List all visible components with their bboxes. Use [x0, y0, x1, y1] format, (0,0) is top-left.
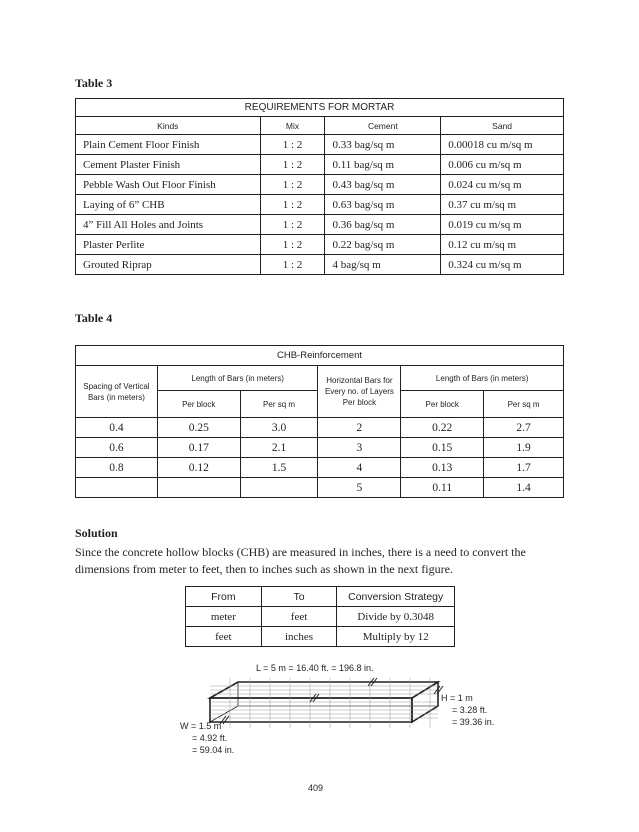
- mortar-requirements-table: [75, 98, 564, 275]
- cement-cell: 0.36 bag/sq m: [325, 215, 441, 235]
- width-line: = 4.92 ft.: [192, 733, 228, 743]
- sand-cell: 0.12 cu m/sq m: [441, 235, 564, 255]
- header-per-block: Per block: [157, 391, 240, 418]
- vertical-per-sqm-cell: 2.1: [240, 438, 318, 458]
- table-row: [76, 458, 564, 478]
- cement-cell: 4 bag/sq m: [325, 255, 441, 275]
- table-row: [76, 438, 564, 458]
- mix-cell: 1 : 2: [260, 255, 325, 275]
- mix-cell: 1 : 2: [260, 235, 325, 255]
- vertical-per-block-cell: 0.12: [157, 458, 240, 478]
- sand-cell: 0.00018 cu m/sq m: [441, 135, 564, 155]
- height-line: H = 1 m: [441, 693, 473, 703]
- table3-caption: Table 3: [75, 76, 113, 90]
- strategy-cell: Multiply by 12: [337, 627, 455, 647]
- table-row: [76, 155, 564, 175]
- spacing-cell: [76, 478, 158, 498]
- header-mix: Mix: [260, 117, 325, 135]
- width-line: W = 1.5 m: [180, 721, 222, 731]
- solution-heading: Solution: [75, 526, 118, 540]
- vertical-per-sqm-cell: 1.5: [240, 458, 318, 478]
- cement-cell: 0.11 bag/sq m: [325, 155, 441, 175]
- table-row: [186, 607, 455, 627]
- header-per-sqm: Per sq m: [484, 391, 564, 418]
- header-strategy: Conversion Strategy: [337, 587, 455, 607]
- table-row: [76, 418, 564, 438]
- header-per-block: Per block: [401, 391, 484, 418]
- header-cement: Cement: [325, 117, 441, 135]
- kind-cell: Plain Cement Floor Finish: [76, 135, 261, 155]
- mix-cell: 1 : 2: [260, 195, 325, 215]
- kind-cell: Cement Plaster Finish: [76, 155, 261, 175]
- vertical-per-block-cell: [157, 478, 240, 498]
- cement-cell: 0.33 bag/sq m: [325, 135, 441, 155]
- table4-caption: Table 4: [75, 311, 113, 325]
- horizontal-per-block-cell: 0.13: [401, 458, 484, 478]
- cement-cell: 0.43 bag/sq m: [325, 175, 441, 195]
- mix-cell: 1 : 2: [260, 175, 325, 195]
- vertical-per-sqm-cell: [240, 478, 318, 498]
- mix-cell: 1 : 2: [260, 215, 325, 235]
- horizontal-per-block-cell: 0.22: [401, 418, 484, 438]
- spacing-cell: 0.4: [76, 418, 158, 438]
- header-sand: Sand: [441, 117, 564, 135]
- layers-cell: 3: [318, 438, 401, 458]
- header-horizontal-bars: Horizontal Bars for Every no. of Layers Per block: [318, 366, 401, 418]
- horizontal-per-sqm-cell: 1.9: [484, 438, 564, 458]
- kind-cell: 4” Fill All Holes and Joints: [76, 215, 261, 235]
- conversion-table: [185, 586, 455, 647]
- chb-reinforcement-table: [75, 345, 564, 498]
- height-label: [441, 692, 494, 728]
- horizontal-per-sqm-cell: 1.7: [484, 458, 564, 478]
- solution-paragraph: Since the concrete hollow blocks (CHB) are measured in inches, there is a need to convert the dimensions from meter to feet, then to inches such as shown in the next figure.: [75, 545, 526, 576]
- horizontal-per-sqm-cell: 1.4: [484, 478, 564, 498]
- horizontal-per-block-cell: 0.11: [401, 478, 484, 498]
- header-to: To: [261, 587, 337, 607]
- sand-cell: 0.37 cu m/sq m: [441, 195, 564, 215]
- header-vertical-length: Length of Bars (in meters): [157, 366, 318, 391]
- kind-cell: Plaster Perlite: [76, 235, 261, 255]
- header-per-sqm: Per sq m: [240, 391, 318, 418]
- header-horizontal-length: Length of Bars (in meters): [401, 366, 564, 391]
- kind-cell: Laying of 6” CHB: [76, 195, 261, 215]
- height-line: = 3.28 ft.: [452, 705, 488, 715]
- cement-cell: 0.22 bag/sq m: [325, 235, 441, 255]
- header-kinds: Kinds: [76, 117, 261, 135]
- horizontal-per-block-cell: 0.15: [401, 438, 484, 458]
- cement-cell: 0.63 bag/sq m: [325, 195, 441, 215]
- table-row: [186, 627, 455, 647]
- spacing-cell: 0.6: [76, 438, 158, 458]
- sand-cell: 0.006 cu m/sq m: [441, 155, 564, 175]
- spacing-cell: 0.8: [76, 458, 158, 478]
- width-label: [180, 720, 234, 756]
- page-number: 409: [308, 783, 324, 793]
- to-cell: inches: [261, 627, 337, 647]
- vertical-per-sqm-cell: 3.0: [240, 418, 318, 438]
- table-row: [76, 478, 564, 498]
- mix-cell: 1 : 2: [260, 135, 325, 155]
- width-line: = 59.04 in.: [192, 745, 235, 755]
- sand-cell: 0.024 cu m/sq m: [441, 175, 564, 195]
- strategy-cell: Divide by 0.3048: [337, 607, 455, 627]
- header-spacing: Spacing of Vertical Bars (in meters): [76, 366, 158, 418]
- header-from: From: [186, 587, 262, 607]
- table-row: [76, 255, 564, 275]
- kind-cell: Pebble Wash Out Floor Finish: [76, 175, 261, 195]
- height-line: = 39.36 in.: [452, 717, 495, 727]
- layers-cell: 5: [318, 478, 401, 498]
- table-row: [76, 135, 564, 155]
- layers-cell: 4: [318, 458, 401, 478]
- table-row: [76, 195, 564, 215]
- length-label: L = 5 m = 16.40 ft. = 196.8 in.: [256, 663, 374, 673]
- layers-cell: 2: [318, 418, 401, 438]
- sand-cell: 0.324 cu m/sq m: [441, 255, 564, 275]
- sand-cell: 0.019 cu m/sq m: [441, 215, 564, 235]
- table-row: [76, 215, 564, 235]
- from-cell: feet: [186, 627, 262, 647]
- vertical-per-block-cell: 0.17: [157, 438, 240, 458]
- mix-cell: 1 : 2: [260, 155, 325, 175]
- to-cell: feet: [261, 607, 337, 627]
- table4-title: CHB-Reinforcement: [76, 346, 564, 366]
- table-row: [76, 175, 564, 195]
- table3-title: REQUIREMENTS FOR MORTAR: [76, 99, 564, 117]
- table-row: [76, 235, 564, 255]
- from-cell: meter: [186, 607, 262, 627]
- kind-cell: Grouted Riprap: [76, 255, 261, 275]
- vertical-per-block-cell: 0.25: [157, 418, 240, 438]
- horizontal-per-sqm-cell: 2.7: [484, 418, 564, 438]
